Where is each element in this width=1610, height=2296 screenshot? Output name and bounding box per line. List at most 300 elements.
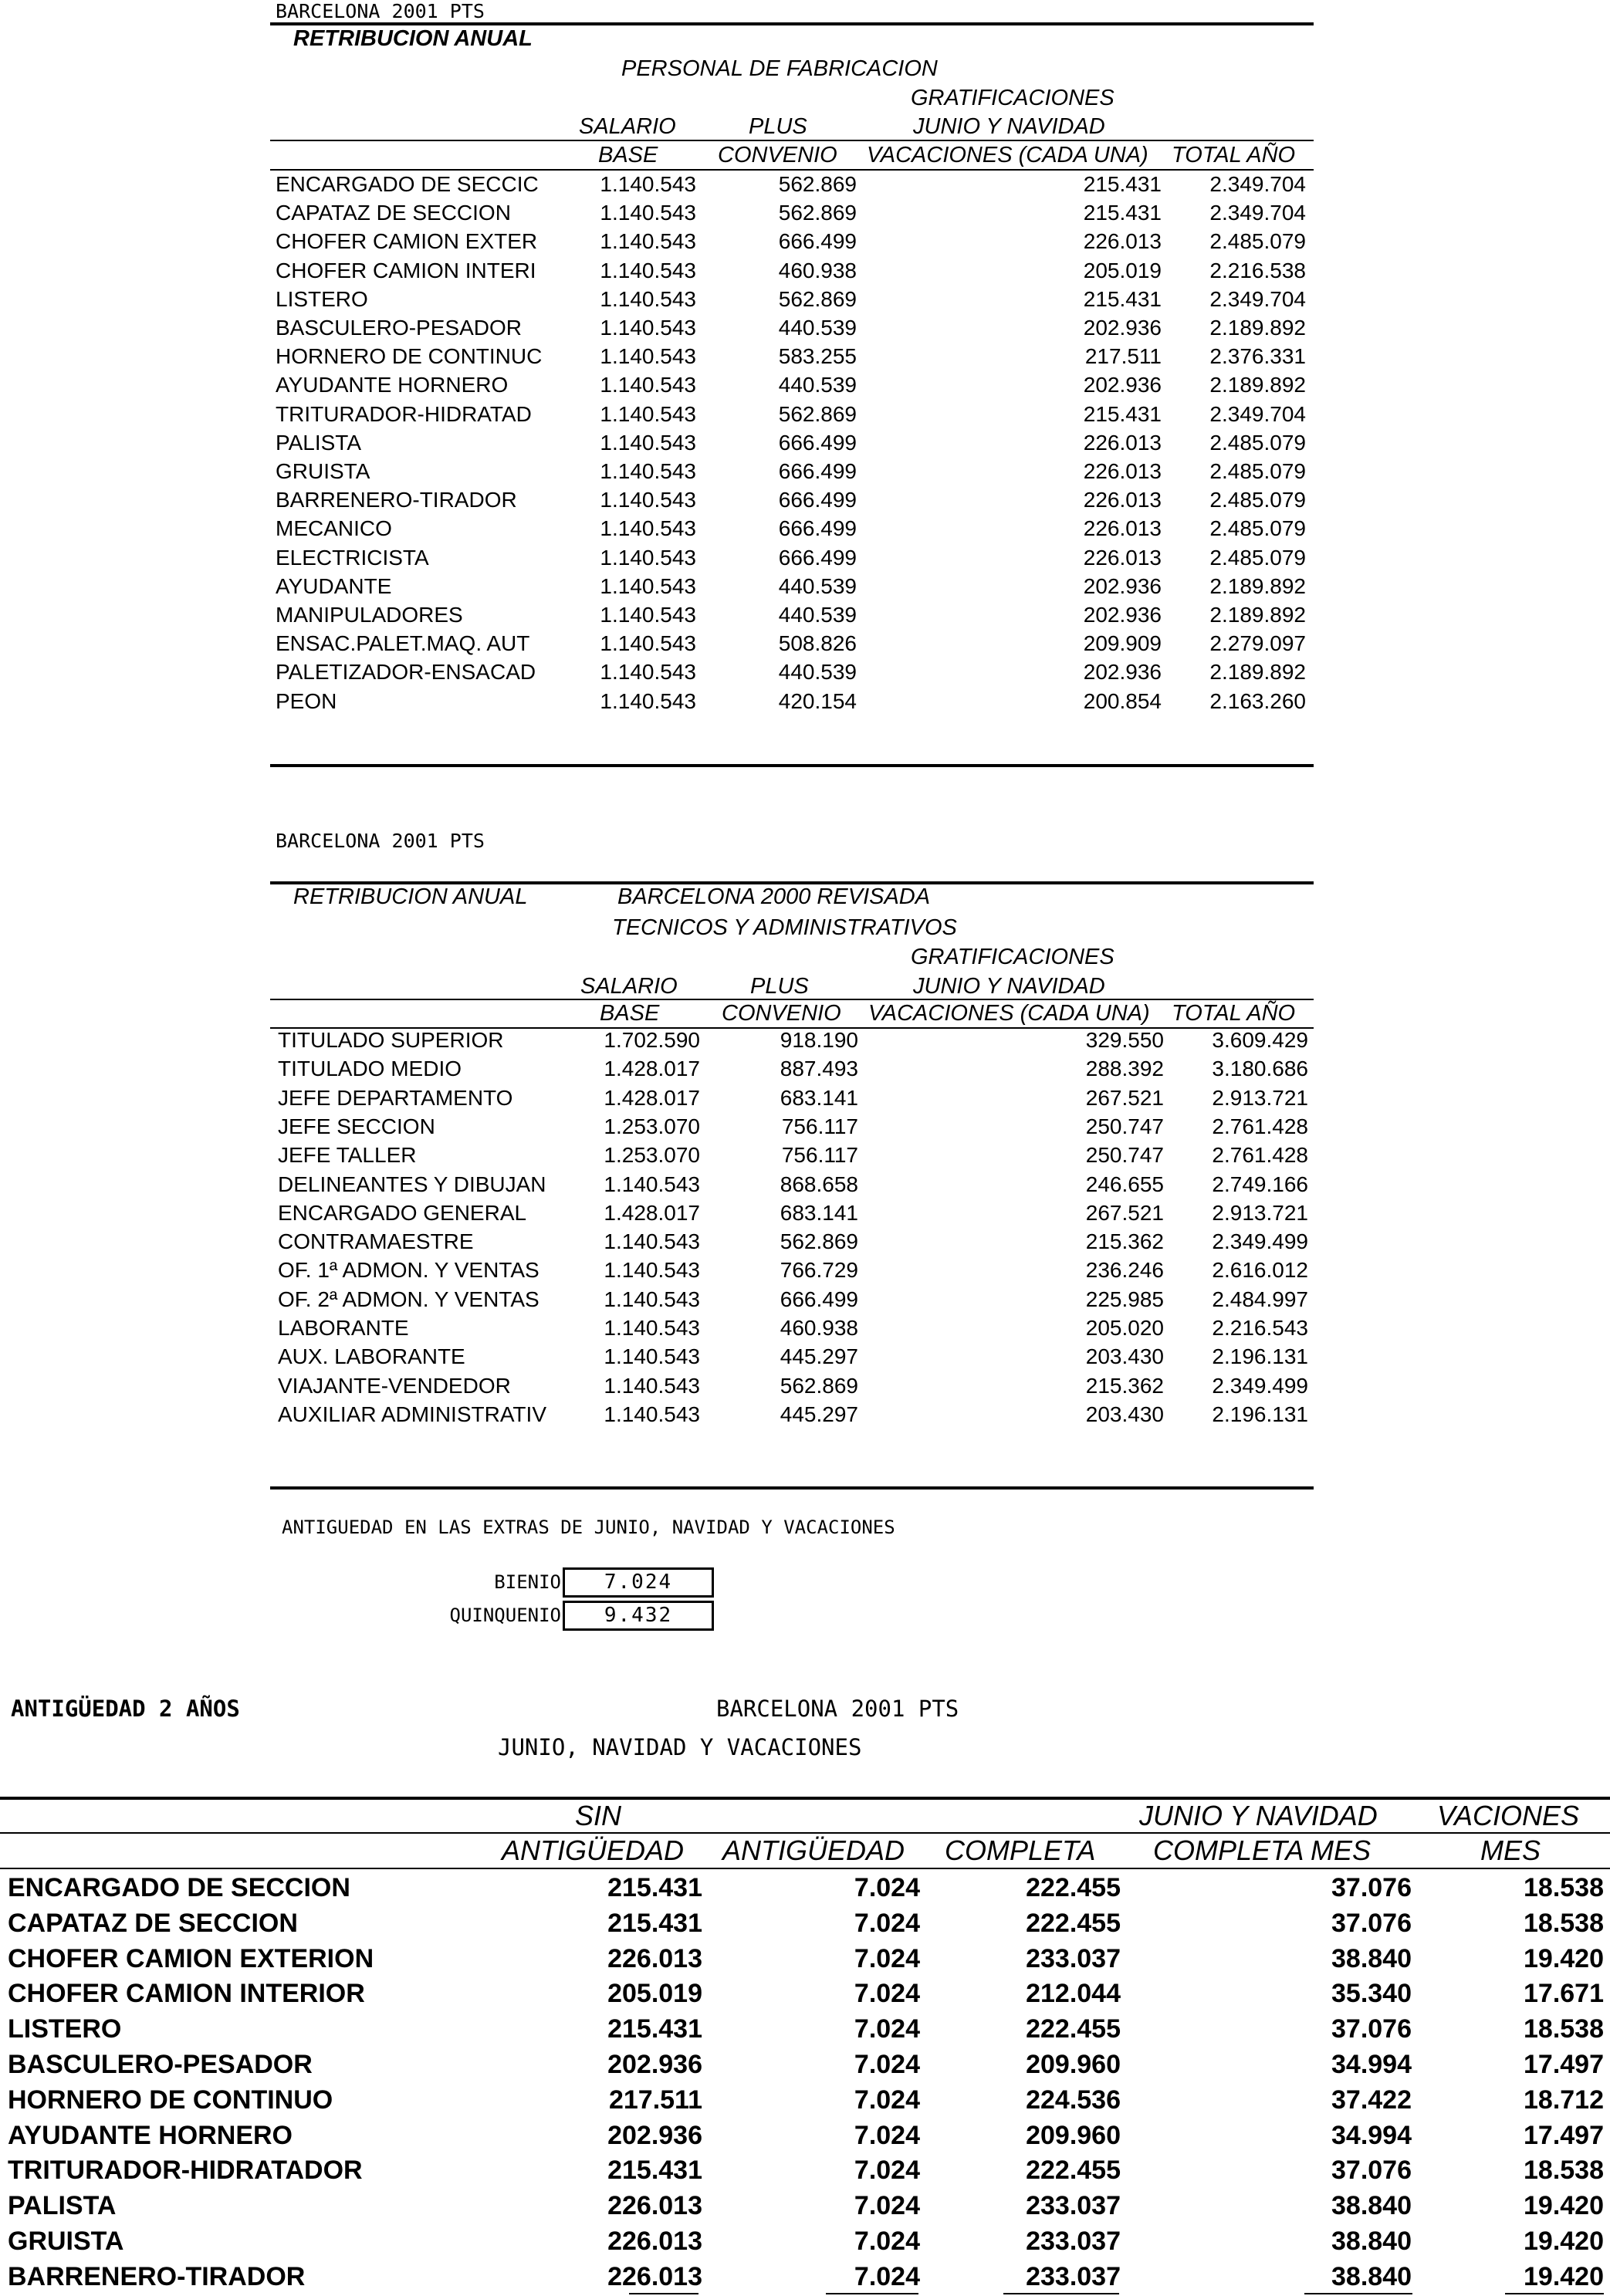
table-row <box>0 1374 1610 1402</box>
table-row <box>0 229 1610 258</box>
cell-plus-convenio: 460.938 <box>780 1316 858 1340</box>
cell-salario-base: 1.140.543 <box>600 516 696 541</box>
cell-antiguedad: 7.024 <box>854 2156 920 2186</box>
cell-salario-base: 1.140.543 <box>600 344 696 369</box>
header-plus: PLUS <box>749 114 807 139</box>
cell-plus-convenio: 666.499 <box>778 229 857 254</box>
table-row <box>0 1402 1610 1431</box>
table-row <box>0 1057 1610 1085</box>
divider <box>0 1868 1610 1869</box>
table-row <box>0 574 1610 603</box>
cell-plus-convenio: 440.539 <box>778 316 857 340</box>
cell-sin-antiguedad: 215.431 <box>607 1908 702 1938</box>
cell-plus-convenio: 756.117 <box>781 1114 858 1138</box>
cell-plus-convenio: 440.539 <box>778 660 857 685</box>
cell-vaciones-mes: 19.420 <box>1524 1943 1604 1973</box>
cell-gratificaciones: 202.936 <box>1083 573 1162 598</box>
cell-category: OF. 1ª ADMON. Y VENTAS <box>278 1258 539 1283</box>
table-row <box>0 1287 1610 1316</box>
cell-salario-base: 1.428.017 <box>604 1085 700 1110</box>
cell-plus-convenio: 666.499 <box>778 430 857 455</box>
table-row <box>0 316 1610 344</box>
cell-completa-mes: 35.340 <box>1331 1979 1412 2009</box>
header-gratificaciones: GRATIFICACIONES <box>911 86 1114 110</box>
cell-category: TRITURADOR-HIDRATADOR <box>8 2156 363 2186</box>
cell-completa-mes: 37.076 <box>1331 1873 1412 1902</box>
cell-salario-base: 1.253.070 <box>604 1114 700 1138</box>
cell-category: LISTERO <box>276 286 368 311</box>
table-row <box>0 689 1610 718</box>
cell-completa: 212.044 <box>1026 1979 1121 2009</box>
table-row <box>0 1229 1610 1258</box>
cell-antiguedad: 7.024 <box>854 2014 920 2044</box>
cell-total-ano: 2.189.892 <box>1209 660 1306 685</box>
section-subtitle: JUNIO, NAVIDAD Y VACACIONES <box>498 1734 862 1760</box>
cell-total-ano: 2.749.166 <box>1212 1172 1308 1196</box>
cell-completa-mes: 38.840 <box>1331 2227 1412 2256</box>
cell-completa: 233.037 <box>1026 1943 1121 1973</box>
header-salario: SALARIO <box>580 974 678 999</box>
cell-vaciones-mes: 17.497 <box>1524 2120 1604 2150</box>
header-vacaciones: VACACIONES (CADA UNA) <box>868 1001 1150 1026</box>
cell-completa-mes: 38.840 <box>1331 1943 1412 1973</box>
table-row <box>0 631 1610 660</box>
cell-gratificaciones: 246.655 <box>1085 1172 1164 1196</box>
cell-category: PALISTA <box>276 430 362 455</box>
cell-gratificaciones: 200.854 <box>1083 688 1162 713</box>
table-row <box>0 1873 1610 1902</box>
cell-antiguedad: 7.024 <box>854 2191 920 2221</box>
cell-sin-antiguedad: 226.013 <box>607 2227 702 2256</box>
cell-total-ano: 2.349.704 <box>1209 286 1306 311</box>
cell-completa-mes: 37.422 <box>1331 2085 1412 2115</box>
cell-salario-base: 1.140.543 <box>600 631 696 656</box>
cell-completa-mes: 37.076 <box>1331 2014 1412 2044</box>
header-convenio: CONVENIO <box>722 1001 841 1026</box>
table-subtitle: RETRIBUCION ANUAL <box>293 884 528 909</box>
table-row <box>0 259 1610 287</box>
cell-category: CHOFER CAMION INTERIOR <box>8 1979 365 2009</box>
cell-category: TITULADO SUPERIOR <box>278 1028 504 1052</box>
cell-completa: 222.455 <box>1026 2014 1121 2044</box>
table-row <box>0 2050 1610 2078</box>
cell-antiguedad: 7.024 <box>854 1943 920 1973</box>
header-base: BASE <box>600 1001 660 1026</box>
cell-gratificaciones: 205.019 <box>1083 258 1162 282</box>
cell-total-ano: 2.279.097 <box>1209 631 1306 656</box>
cell-salario-base: 1.140.543 <box>600 201 696 225</box>
cell-plus-convenio: 666.499 <box>778 459 857 483</box>
divider <box>270 999 1314 1000</box>
cell-total-ano: 2.485.079 <box>1209 516 1306 541</box>
cell-gratificaciones: 215.431 <box>1083 286 1162 311</box>
cell-total-ano: 2.189.892 <box>1209 316 1306 340</box>
cell-completa: 209.960 <box>1026 2050 1121 2079</box>
doc-title: BARCELONA 2001 PTS <box>276 0 485 22</box>
cell-gratificaciones: 215.362 <box>1085 1229 1164 1254</box>
cell-salario-base: 1.140.543 <box>604 1402 700 1426</box>
cell-vaciones-mes: 18.712 <box>1524 2085 1604 2115</box>
cell-category: CONTRAMAESTRE <box>278 1229 474 1254</box>
cell-plus-convenio: 445.297 <box>780 1344 858 1369</box>
cell-total-ano: 2.761.428 <box>1212 1114 1308 1138</box>
table-row <box>0 1172 1610 1201</box>
cell-plus-convenio: 440.539 <box>778 603 857 627</box>
cell-gratificaciones: 205.020 <box>1085 1316 1164 1340</box>
cell-sin-antiguedad: 226.013 <box>607 2191 702 2221</box>
table-row <box>0 2121 1610 2149</box>
header-vaciones: VACIONES <box>1437 1800 1580 1831</box>
cell-antiguedad: 7.024 <box>854 2085 920 2115</box>
cell-sin-antiguedad: 202.936 <box>607 2120 702 2150</box>
cell-plus-convenio: 583.255 <box>778 344 857 369</box>
cell-vaciones-mes: 18.538 <box>1524 1908 1604 1938</box>
cell-salario-base: 1.140.543 <box>604 1258 700 1283</box>
cell-sin-antiguedad: 215.431 <box>607 2156 702 2186</box>
cell-gratificaciones: 225.985 <box>1085 1287 1164 1311</box>
cell-antiguedad: 7.024 <box>854 2120 920 2150</box>
header-vacaciones: VACACIONES (CADA UNA) <box>867 143 1148 167</box>
cell-salario-base: 1.428.017 <box>604 1200 700 1225</box>
cell-salario-base: 1.140.543 <box>604 1229 700 1254</box>
cell-gratificaciones: 236.246 <box>1085 1258 1164 1283</box>
cell-gratificaciones: 250.747 <box>1085 1114 1164 1138</box>
bienio-label: BIENIO <box>494 1571 561 1593</box>
bienio-value: 7.024 <box>563 1567 714 1598</box>
cell-category: AYUDANTE HORNERO <box>8 2120 293 2150</box>
table-row <box>0 488 1610 516</box>
divider <box>0 1832 1610 1834</box>
cell-category: AUX. LABORANTE <box>278 1344 465 1369</box>
cell-completa-mes: 37.076 <box>1331 2156 1412 2186</box>
cell-category: CAPATAZ DE SECCION <box>276 201 511 225</box>
header-gratificaciones: GRATIFICACIONES <box>911 945 1114 969</box>
cell-gratificaciones: 215.431 <box>1083 172 1162 196</box>
cell-total-ano: 2.913.721 <box>1212 1085 1308 1110</box>
table-row <box>0 1344 1610 1373</box>
table-row <box>0 344 1610 373</box>
divider <box>270 764 1314 767</box>
cell-total-ano: 2.216.538 <box>1209 258 1306 282</box>
header-antiguedad-sin: ANTIGÜEDAD <box>502 1834 685 1866</box>
table-row <box>0 2227 1610 2255</box>
cell-salario-base: 1.140.543 <box>600 459 696 483</box>
header-junio: JUNIO Y NAVIDAD <box>913 974 1105 999</box>
divider <box>1304 2293 1412 2294</box>
cell-vaciones-mes: 17.671 <box>1524 1979 1604 2009</box>
cell-salario-base: 1.253.070 <box>604 1143 700 1168</box>
cell-category: CHOFER CAMION EXTERION <box>8 1943 374 1973</box>
cell-vaciones-mes: 18.538 <box>1524 1873 1604 1902</box>
table-subtitle: RETRIBUCION ANUAL <box>293 26 533 51</box>
header-completa-mes: COMPLETA MES <box>1153 1834 1372 1866</box>
cell-category: LABORANTE <box>278 1316 409 1340</box>
cell-category: HORNERO DE CONTINUC <box>276 344 543 369</box>
cell-category: TITULADO MEDIO <box>278 1057 462 1081</box>
cell-completa: 233.037 <box>1026 2227 1121 2256</box>
header-junio: JUNIO Y NAVIDAD <box>913 114 1105 139</box>
cell-gratificaciones: 203.430 <box>1085 1344 1164 1369</box>
cell-gratificaciones: 250.747 <box>1085 1143 1164 1168</box>
cell-sin-antiguedad: 215.431 <box>607 2014 702 2044</box>
cell-completa-mes: 34.994 <box>1331 2050 1412 2079</box>
table-row <box>0 1909 1610 1937</box>
cell-plus-convenio: 562.869 <box>778 401 857 426</box>
cell-salario-base: 1.140.543 <box>604 1373 700 1398</box>
cell-plus-convenio: 562.869 <box>778 286 857 311</box>
section-title: BARCELONA 2001 PTS <box>716 1696 959 1722</box>
cell-total-ano: 3.609.429 <box>1212 1028 1308 1052</box>
cell-completa: 222.455 <box>1026 1873 1121 1902</box>
cell-plus-convenio: 562.869 <box>780 1229 858 1254</box>
cell-gratificaciones: 215.362 <box>1085 1373 1164 1398</box>
cell-category: ENCARGADO GENERAL <box>278 1200 527 1225</box>
antiguedad-title: ANTIGUEDAD EN LAS EXTRAS DE JUNIO, NAVIDAD Y VACACIONES <box>282 1517 895 1538</box>
table-row <box>0 1316 1610 1344</box>
cell-completa: 233.037 <box>1026 2261 1121 2291</box>
cell-plus-convenio: 562.869 <box>778 201 857 225</box>
cell-plus-convenio: 445.297 <box>780 1402 858 1426</box>
cell-category: AYUDANTE <box>276 573 392 598</box>
cell-antiguedad: 7.024 <box>854 1979 920 2009</box>
cell-salario-base: 1.140.543 <box>600 488 696 512</box>
cell-gratificaciones: 226.013 <box>1083 459 1162 483</box>
cell-total-ano: 2.189.892 <box>1209 603 1306 627</box>
cell-total-ano: 2.485.079 <box>1209 229 1306 254</box>
cell-category: CHOFER CAMION INTERI <box>276 258 536 282</box>
cell-completa-mes: 38.840 <box>1331 2191 1412 2221</box>
cell-gratificaciones: 226.013 <box>1083 488 1162 512</box>
cell-completa-mes: 37.076 <box>1331 1908 1412 1938</box>
cell-antiguedad: 7.024 <box>854 2261 920 2291</box>
doc-title: BARCELONA 2001 PTS <box>276 830 485 852</box>
cell-plus-convenio: 666.499 <box>778 516 857 541</box>
cell-salario-base: 1.140.543 <box>600 688 696 713</box>
table-row <box>0 1143 1610 1172</box>
cell-salario-base: 1.140.543 <box>600 401 696 426</box>
table-row <box>0 1201 1610 1229</box>
cell-salario-base: 1.702.590 <box>604 1028 700 1052</box>
cell-total-ano: 2.485.079 <box>1209 545 1306 570</box>
cell-salario-base: 1.140.543 <box>600 258 696 282</box>
cell-gratificaciones: 202.936 <box>1083 603 1162 627</box>
table-row <box>0 373 1610 401</box>
cell-total-ano: 2.349.704 <box>1209 201 1306 225</box>
table-row <box>0 1944 1610 1973</box>
quinquenio-value: 9.432 <box>563 1601 714 1631</box>
divider <box>1003 2293 1119 2294</box>
antiguedad-years-title: ANTIGÜEDAD 2 AÑOS <box>11 1696 240 1722</box>
cell-total-ano: 2.196.131 <box>1212 1344 1308 1369</box>
divider <box>270 1486 1314 1490</box>
cell-gratificaciones: 202.936 <box>1083 316 1162 340</box>
cell-total-ano: 2.349.704 <box>1209 172 1306 196</box>
cell-salario-base: 1.140.543 <box>600 430 696 455</box>
divider <box>270 22 1314 25</box>
cell-total-ano: 2.485.079 <box>1209 459 1306 483</box>
cell-gratificaciones: 203.430 <box>1085 1402 1164 1426</box>
cell-gratificaciones: 215.431 <box>1083 401 1162 426</box>
cell-completa-mes: 38.840 <box>1331 2261 1412 2291</box>
cell-category: ENCARGADO DE SECCIC <box>276 172 539 196</box>
divider <box>270 140 1314 141</box>
cell-category: ELECTRICISTA <box>276 545 429 570</box>
cell-salario-base: 1.140.543 <box>604 1172 700 1196</box>
cell-category: AYUDANTE HORNERO <box>276 373 509 397</box>
cell-gratificaciones: 215.431 <box>1083 201 1162 225</box>
cell-category: BARRENERO-TIRADOR <box>8 2261 306 2291</box>
cell-vaciones-mes: 19.420 <box>1524 2261 1604 2291</box>
cell-plus-convenio: 887.493 <box>780 1057 858 1081</box>
cell-total-ano: 2.349.499 <box>1212 1373 1308 1398</box>
cell-gratificaciones: 329.550 <box>1085 1028 1164 1052</box>
header-sin: SIN <box>575 1800 622 1831</box>
cell-salario-base: 1.140.543 <box>600 286 696 311</box>
cell-antiguedad: 7.024 <box>854 2227 920 2256</box>
cell-plus-convenio: 420.154 <box>778 688 857 713</box>
cell-salario-base: 1.140.543 <box>600 573 696 598</box>
cell-total-ano: 2.485.079 <box>1209 488 1306 512</box>
table-row <box>0 2262 1610 2291</box>
quinquenio-label: QUINQUENIO <box>449 1604 561 1626</box>
divider <box>270 169 1314 171</box>
cell-sin-antiguedad: 217.511 <box>608 2085 702 2115</box>
cell-vaciones-mes: 19.420 <box>1524 2191 1604 2221</box>
cell-category: AUXILIAR ADMINISTRATIV <box>278 1402 546 1426</box>
cell-gratificaciones: 202.936 <box>1083 660 1162 685</box>
header-antiguedad: ANTIGÜEDAD <box>722 1834 905 1866</box>
header-convenio: CONVENIO <box>718 143 837 167</box>
table-group-2: TECNICOS Y ADMINISTRATIVOS <box>612 915 957 940</box>
cell-plus-convenio: 562.869 <box>778 172 857 196</box>
cell-sin-antiguedad: 226.013 <box>607 2261 702 2291</box>
table-row <box>0 1086 1610 1114</box>
cell-sin-antiguedad: 215.431 <box>607 1873 702 1902</box>
divider <box>826 2293 918 2294</box>
cell-total-ano: 2.616.012 <box>1212 1258 1308 1283</box>
cell-salario-base: 1.140.543 <box>600 545 696 570</box>
cell-plus-convenio: 666.499 <box>780 1287 858 1311</box>
cell-vaciones-mes: 18.538 <box>1524 2156 1604 2186</box>
cell-category: PALISTA <box>8 2191 117 2221</box>
cell-gratificaciones: 226.013 <box>1083 516 1162 541</box>
cell-salario-base: 1.140.543 <box>604 1344 700 1369</box>
cell-category: VIAJANTE-VENDEDOR <box>278 1373 511 1398</box>
cell-category: JEFE TALLER <box>278 1143 417 1168</box>
cell-salario-base: 1.140.543 <box>600 316 696 340</box>
table-row <box>0 1028 1610 1057</box>
cell-salario-base: 1.140.543 <box>604 1287 700 1311</box>
cell-gratificaciones: 267.521 <box>1085 1085 1164 1110</box>
table-row <box>0 201 1610 229</box>
cell-category: PALETIZADOR-ENSACAD <box>276 660 536 685</box>
cell-category: BASCULERO-PESADOR <box>276 316 522 340</box>
cell-category: ENCARGADO DE SECCION <box>8 1873 350 1902</box>
table-row <box>0 546 1610 574</box>
header-mes: MES <box>1480 1834 1541 1866</box>
table-row <box>0 172 1610 201</box>
cell-gratificaciones: 209.909 <box>1083 631 1162 656</box>
cell-total-ano: 2.761.428 <box>1212 1143 1308 1168</box>
cell-antiguedad: 7.024 <box>854 1873 920 1902</box>
header-junio-navidad: JUNIO Y NAVIDAD <box>1139 1800 1378 1831</box>
divider <box>629 2293 698 2294</box>
cell-plus-convenio: 562.869 <box>780 1373 858 1398</box>
cell-total-ano: 2.484.997 <box>1212 1287 1308 1311</box>
table-row <box>0 2014 1610 2043</box>
divider <box>1505 2293 1604 2294</box>
table-group: BARCELONA 2000 REVISADA <box>617 884 931 909</box>
cell-gratificaciones: 267.521 <box>1085 1200 1164 1225</box>
table-row <box>0 1979 1610 2007</box>
cell-plus-convenio: 683.141 <box>780 1085 858 1110</box>
cell-total-ano: 2.485.079 <box>1209 430 1306 455</box>
cell-total-ano: 3.180.686 <box>1212 1057 1308 1081</box>
cell-category: PEON <box>276 688 337 713</box>
cell-gratificaciones: 217.511 <box>1084 344 1162 369</box>
cell-gratificaciones: 226.013 <box>1083 430 1162 455</box>
cell-sin-antiguedad: 205.019 <box>607 1979 702 2009</box>
cell-category: CAPATAZ DE SECCION <box>8 1908 298 1938</box>
cell-category: MANIPULADORES <box>276 603 463 627</box>
table-row <box>0 2191 1610 2220</box>
cell-antiguedad: 7.024 <box>854 2050 920 2079</box>
cell-sin-antiguedad: 202.936 <box>607 2050 702 2079</box>
cell-category: BARRENERO-TIRADOR <box>276 488 517 512</box>
cell-vaciones-mes: 19.420 <box>1524 2227 1604 2256</box>
table-row <box>0 287 1610 316</box>
cell-category: CHOFER CAMION EXTER <box>276 229 538 254</box>
header-completa: COMPLETA <box>945 1834 1096 1866</box>
cell-total-ano: 2.216.543 <box>1212 1316 1308 1340</box>
cell-plus-convenio: 460.938 <box>778 258 857 282</box>
cell-gratificaciones: 226.013 <box>1083 545 1162 570</box>
cell-salario-base: 1.428.017 <box>604 1057 700 1081</box>
cell-salario-base: 1.140.543 <box>600 229 696 254</box>
table-row <box>0 2085 1610 2114</box>
cell-total-ano: 2.189.892 <box>1209 573 1306 598</box>
cell-category: HORNERO DE CONTINUO <box>8 2085 333 2115</box>
cell-total-ano: 2.349.704 <box>1209 401 1306 426</box>
header-total: TOTAL AÑO <box>1172 1001 1296 1026</box>
cell-sin-antiguedad: 226.013 <box>607 1943 702 1973</box>
table-row <box>0 459 1610 488</box>
cell-total-ano: 2.189.892 <box>1209 373 1306 397</box>
cell-completa: 209.960 <box>1026 2120 1121 2150</box>
table-row <box>0 516 1610 545</box>
cell-completa-mes: 34.994 <box>1331 2120 1412 2150</box>
cell-completa: 233.037 <box>1026 2191 1121 2221</box>
cell-category: GRUISTA <box>8 2227 124 2256</box>
header-total: TOTAL AÑO <box>1172 143 1296 167</box>
cell-category: JEFE DEPARTAMENTO <box>278 1085 513 1110</box>
cell-total-ano: 2.196.131 <box>1212 1402 1308 1426</box>
cell-gratificaciones: 202.936 <box>1083 373 1162 397</box>
table-group: PERSONAL DE FABRICACION <box>621 56 938 81</box>
cell-plus-convenio: 756.117 <box>781 1143 858 1168</box>
cell-vaciones-mes: 18.538 <box>1524 2014 1604 2044</box>
cell-total-ano: 2.163.260 <box>1209 688 1306 713</box>
cell-category: MECANICO <box>276 516 392 541</box>
cell-plus-convenio: 918.190 <box>780 1028 858 1052</box>
cell-salario-base: 1.140.543 <box>600 172 696 196</box>
cell-completa: 224.536 <box>1026 2085 1121 2115</box>
header-base: BASE <box>598 143 658 167</box>
cell-category: DELINEANTES Y DIBUJAN <box>278 1172 546 1196</box>
cell-plus-convenio: 440.539 <box>778 573 857 598</box>
cell-gratificaciones: 288.392 <box>1085 1057 1164 1081</box>
cell-plus-convenio: 508.826 <box>778 631 857 656</box>
